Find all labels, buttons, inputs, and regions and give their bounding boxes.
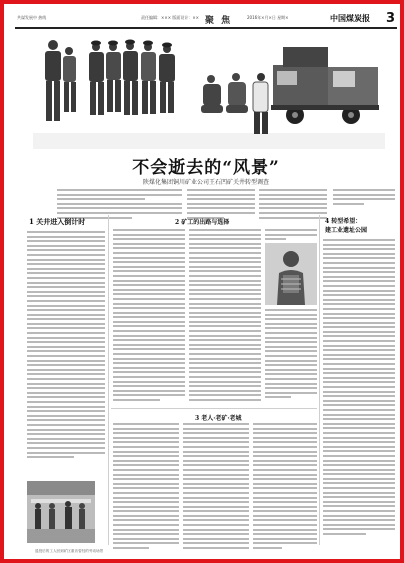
section-heading-4: 4 转型希望： 建工业遗址公园 [325, 218, 368, 234]
column-3c-text [253, 423, 317, 552]
column-3b-text [183, 423, 249, 552]
section-name: 聚 焦 [205, 16, 233, 26]
column-3a-text [113, 423, 179, 552]
column-4-text [323, 239, 395, 538]
masthead: 中国煤炭报 [330, 13, 370, 23]
column-2a-text [113, 229, 185, 404]
header-editor-text: 责任编辑：××× 版面设计：×× [141, 15, 200, 20]
page-number: 3 [385, 11, 395, 26]
column-2c-text [265, 229, 317, 243]
article-subtitle: 陕煤化集团铜川矿业公司王石凹矿关井转型调查 [142, 179, 269, 186]
intro-column-4 [333, 189, 395, 207]
intro-column-3 [259, 189, 327, 221]
article-title: 不会逝去的“风景” [132, 158, 280, 178]
section-heading-2: 2 矿工的出路与选择 [175, 219, 230, 226]
column-2d-text [265, 309, 317, 401]
bottom-photo [27, 481, 95, 543]
header-date: 2016年×月×日 星期× [247, 15, 289, 20]
column-1-text [27, 231, 105, 461]
column-divider [108, 215, 109, 545]
section-divider [111, 408, 317, 409]
column-2b-text [189, 229, 261, 404]
photo-caption: 退役后的工人回到矿区重访曾经的劳动场景 [35, 549, 104, 553]
header-rule [15, 27, 397, 29]
lead-photo [33, 37, 385, 149]
page-header [15, 11, 397, 31]
newspaper-page [15, 11, 397, 559]
section-heading-1: 1 关井进入倒计时 [29, 217, 86, 226]
column-divider [319, 215, 320, 545]
portrait-photo [265, 243, 317, 305]
header-left-text: 共谋发展中 热线 [17, 15, 47, 20]
section-heading-3: 3 老人·老矿·老城 [195, 415, 242, 422]
